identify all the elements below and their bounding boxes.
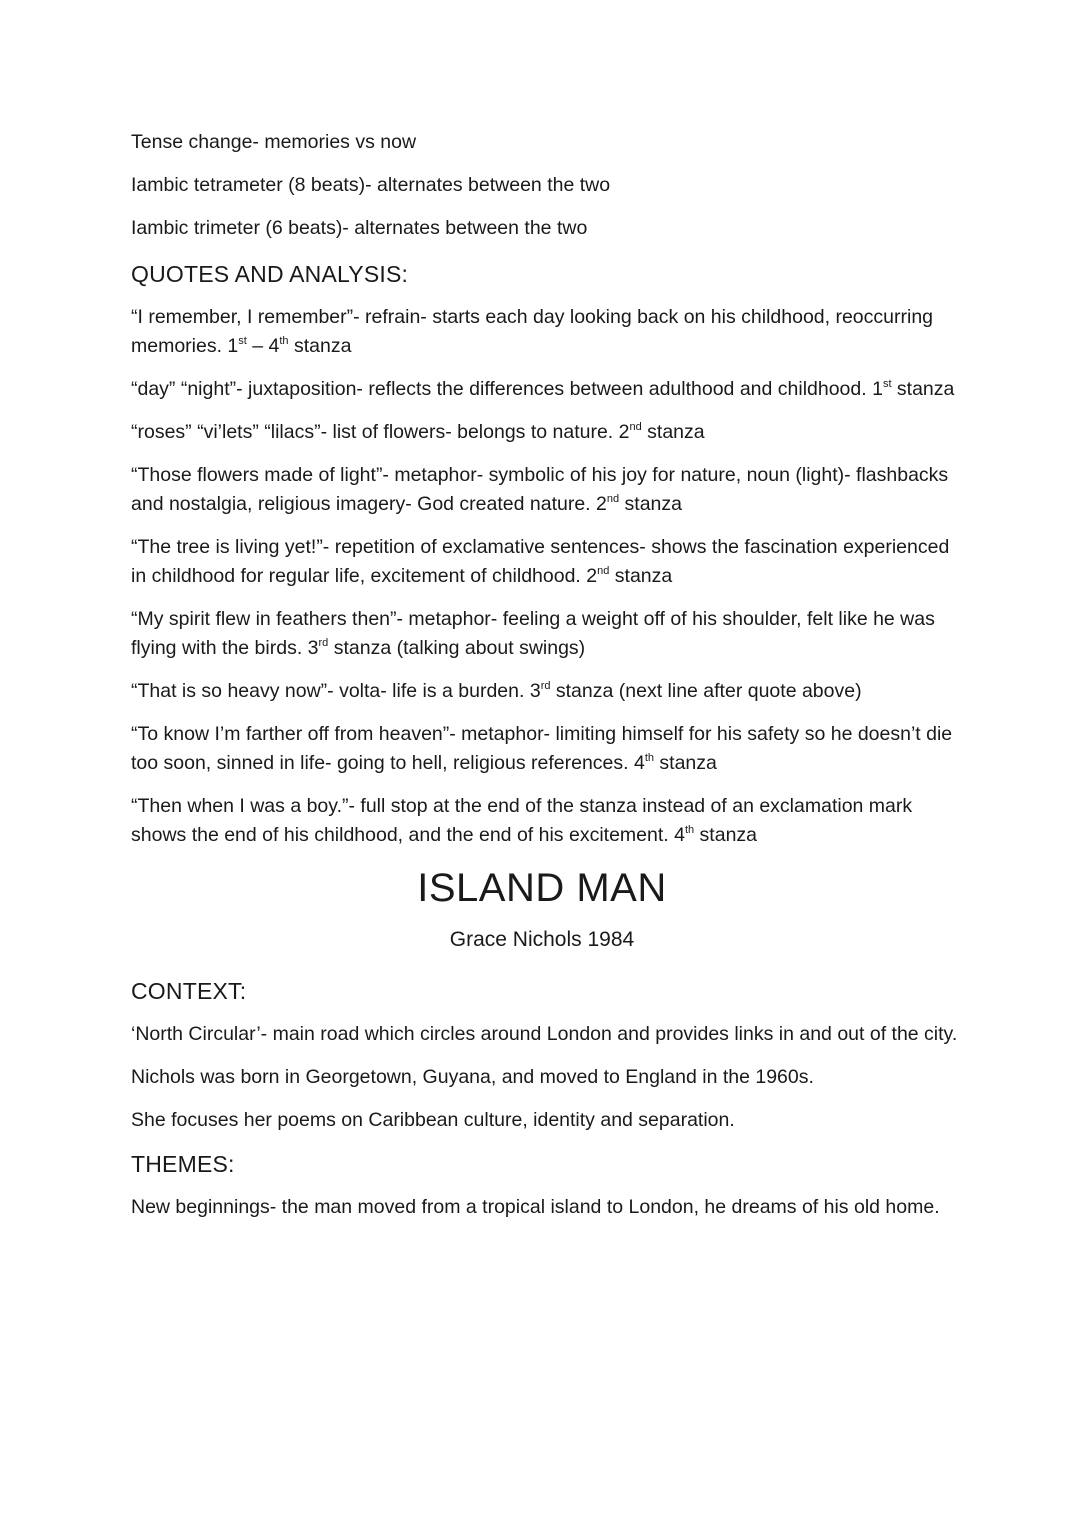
poem-title: ISLAND MAN bbox=[417, 866, 667, 910]
quote-analysis: “The tree is living yet!”- repetition of exclamative sentences- shows the fascination experienced in childhood for regular life, excitement of childhood. 2nd stanza bbox=[131, 536, 950, 587]
poem-author-year: Grace Nichols 1984 bbox=[449, 928, 635, 951]
context-item: Nichols was born in Georgetown, Guyana, and moved to England in the 1960s. bbox=[131, 1066, 814, 1088]
theme-item: New beginnings- the man moved from a tropical island to London, he dreams of his old home. bbox=[131, 1196, 940, 1218]
form-note: Tense change- memories vs now bbox=[131, 131, 417, 153]
quote-analysis: “roses” “vi’lets” “lilacs”- list of flowers- belongs to nature. 2nd stanza bbox=[131, 420, 705, 443]
themes-heading: THEMES: bbox=[131, 1151, 235, 1177]
context-item: ‘North Circular’- main road which circles around London and provides links in and out of the city. bbox=[131, 1023, 958, 1045]
document-page bbox=[131, 128, 961, 1236]
quotes-heading: QUOTES AND ANALYSIS: bbox=[131, 261, 409, 287]
quote-analysis: “That is so heavy now”- volta- life is a burden. 3rd stanza (next line after quote above) bbox=[131, 679, 862, 702]
quote-analysis: “day” “night”- juxtaposition- reflects the differences between adulthood and childhood. 1st stanza bbox=[131, 377, 955, 400]
quote-analysis: “I remember, I remember”- refrain- starts each day looking back on his childhood, reoccurring memories. 1st – 4th stanza bbox=[131, 306, 934, 357]
quote-analysis: “My spirit flew in feathers then”- metaphor- feeling a weight off of his shoulder, felt like he was flying with the birds. 3rd stanza (talking about swings) bbox=[131, 608, 935, 659]
form-note: Iambic trimeter (6 beats)- alternates between the two bbox=[131, 217, 588, 239]
quote-analysis: “Those flowers made of light”- metaphor- symbolic of his joy for nature, noun (light)- flashbacks and nostalgia, religious imagery- God created nature. 2nd stanza bbox=[131, 464, 949, 515]
quote-analysis: “To know I’m farther off from heaven”- metaphor- limiting himself for his safety so he doesn’t die too soon, sinned in life- going to hell, religious references. 4th stanza bbox=[131, 723, 953, 774]
quote-analysis: “Then when I was a boy.”- full stop at the end of the stanza instead of an exclamation mark shows the end of his childhood, and the end of his excitement. 4th stanza bbox=[131, 795, 913, 846]
context-item: She focuses her poems on Caribbean culture, identity and separation. bbox=[131, 1109, 735, 1131]
form-note: Iambic tetrameter (8 beats)- alternates between the two bbox=[131, 174, 611, 196]
context-heading: CONTEXT: bbox=[131, 978, 247, 1004]
